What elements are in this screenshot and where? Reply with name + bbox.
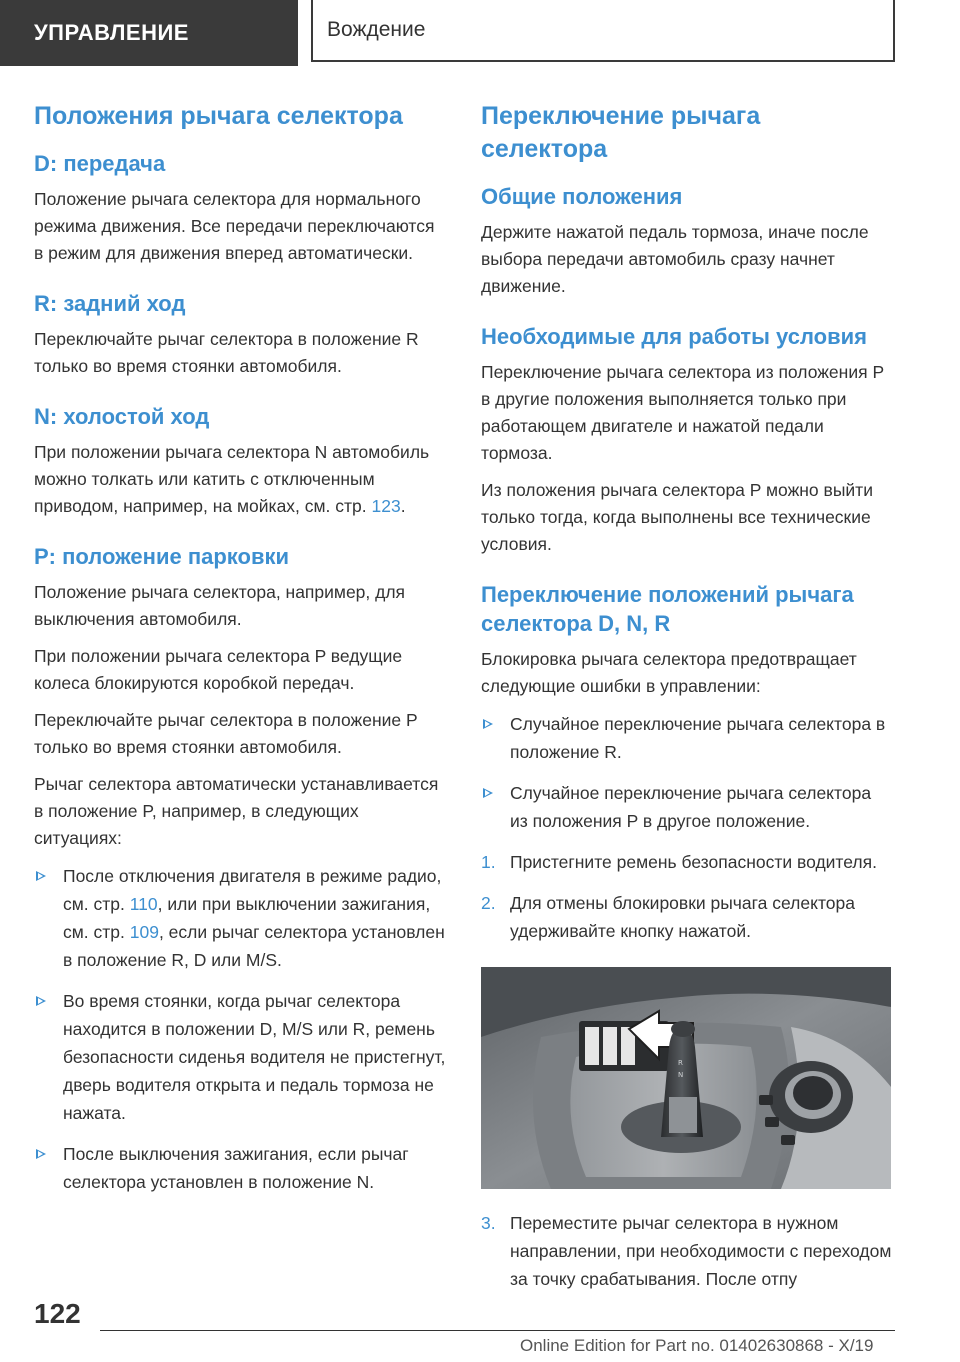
triangle-bullet-icon — [36, 996, 46, 1006]
section-tab: УПРАВЛЕНИЕ — [0, 0, 298, 66]
left-column — [34, 100, 448, 1209]
triangle-bullet-icon — [36, 1149, 46, 1159]
step-item: 2. Для отмены блокировки рычага селектора удерживайте кнопку нажатой. — [481, 889, 893, 945]
text-dnr-intro: Блокировка рычага селектора предотвращает следующие ошибки в управлении: — [481, 649, 857, 696]
gear-selector-photo — [481, 967, 891, 1189]
heading-general: Общие положения — [481, 184, 683, 209]
triangle-bullet-icon — [36, 871, 46, 881]
page-link-110[interactable]: 110 — [129, 894, 158, 914]
text-n-neutral: При положении рычага селектора N автомобиль можно толкать или катить с отключенным приводом, например, на мойках, см. стр. 123. — [34, 442, 430, 516]
step-number: 3. — [481, 1213, 496, 1233]
text-conditions-1: Переключение рычага селектора из положения P в другие положения выполняется только при работающем двигателе и нажатой педали тормоза. — [481, 362, 884, 463]
step-item: 1. Пристегните ремень безопасности водителя. — [481, 848, 893, 876]
page-header — [0, 0, 960, 66]
step-item: 3. Переместите рычаг селектора в нужном направлении, при необходимости с переходом за точку срабатывания. После отпу — [481, 1209, 893, 1293]
footer-divider — [100, 1330, 895, 1331]
svg-text:N: N — [678, 1071, 684, 1079]
section-title: Положения рычага селектора — [34, 102, 403, 130]
heading-d-drive: D: передача — [34, 151, 166, 176]
heading-p-park: P: положение парковки — [34, 544, 290, 569]
step-number: 1. — [481, 852, 496, 872]
triangle-bullet-icon — [483, 788, 493, 798]
steps-list-continued — [481, 1209, 893, 1293]
page-link-109[interactable]: 109 — [129, 922, 159, 942]
text-p-park-2: При положении рычага селектора P ведущие колеса блокируются коробкой передач. — [34, 646, 403, 693]
text-p-park-4: Рычаг селектора автоматически устанавливается в положение P, например, в следующих ситуациях: — [34, 774, 439, 848]
step-number: 2. — [481, 893, 496, 913]
park-situations-list — [34, 862, 448, 1196]
text-r-reverse: Переключайте рычаг селектора в положение R только во время стоянки автомобиля. — [34, 329, 419, 376]
chapter-tab: Вождение — [311, 0, 895, 62]
text-p-park-1: Положение рычага селектора, например, для выключения автомобиля. — [34, 582, 406, 629]
errors-list — [481, 710, 893, 835]
section-title-shifting: Переключение рычага селектора — [481, 102, 761, 163]
heading-dnr: Переключение положений рычага селектора D, N, R — [481, 582, 854, 636]
text-p-park-3: Переключайте рычаг селектора в положение P только во время стоянки автомобиля. — [34, 710, 418, 757]
list-item: После отключения двигателя в режиме радио, см. стр. 110, или при выключении зажигания, см. стр. 109, если рычаг селектора установлен в положение R, D или M/S. — [34, 862, 448, 974]
text-conditions-2: Из положения рычага селектора P можно выйти только тогда, когда выполнены все технические условия. — [481, 480, 873, 554]
list-item: Случайное переключение рычага селектора из положения P в другое положение. — [481, 779, 893, 835]
gear-selector-illustration — [481, 967, 891, 1189]
footer-edition: Online Edition for Part no. 01402630868 - X/19 — [520, 1336, 874, 1355]
heading-conditions: Необходимые для работы условия — [481, 324, 867, 349]
triangle-bullet-icon — [483, 719, 493, 729]
heading-n-neutral: N: холостой ход — [34, 404, 210, 429]
steps-list — [481, 848, 893, 945]
list-item: Во время стоянки, когда рычаг селектора находится в положении D, M/S или R, ремень безопасности сиденья водителя не пристегнут, дверь водителя открыта и педаль тормоза не нажата. — [34, 987, 448, 1127]
heading-r-reverse: R: задний ход — [34, 291, 186, 316]
page-number: 122 — [34, 1298, 81, 1329]
text-general: Держите нажатой педаль тормоза, иначе после выбора передачи автомобиль сразу начнет движение. — [481, 222, 869, 296]
right-column — [481, 100, 893, 1306]
svg-text:R: R — [678, 1059, 683, 1067]
page-link-123[interactable]: 123 — [371, 496, 401, 516]
text-d-drive: Положение рычага селектора для нормального режима движения. Все передачи переключаются в режим для движения вперед автоматически. — [34, 189, 435, 263]
list-item: После выключения зажигания, если рычаг селектора установлен в положение N. — [34, 1140, 448, 1196]
list-item: Случайное переключение рычага селектора в положение R. — [481, 710, 893, 766]
